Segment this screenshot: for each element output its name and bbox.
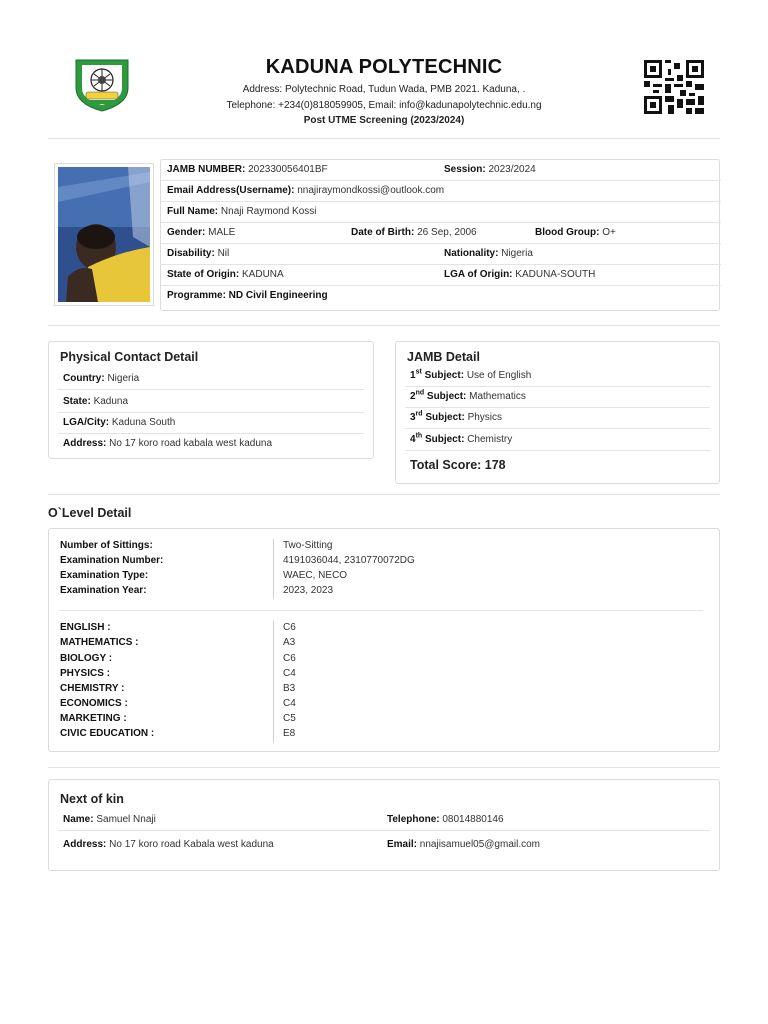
table-row xyxy=(58,434,364,455)
grade-subject: CIVIC EDUCATION : xyxy=(60,728,155,739)
column-separator xyxy=(273,539,274,599)
table-row xyxy=(58,810,710,831)
blood-group-value: O+ xyxy=(602,227,616,238)
column-separator xyxy=(273,621,274,743)
state-origin-label: State of Origin: xyxy=(167,269,240,280)
grade-value: C4 xyxy=(283,698,296,709)
exam-year-value: 2023, 2023 xyxy=(283,585,334,596)
kin-phone-label: Telephone: xyxy=(387,814,440,825)
olevel-detail-card xyxy=(48,528,720,752)
gender-label: Gender: xyxy=(167,227,206,238)
sittings-value: Two-Sitting xyxy=(283,540,333,551)
physical-contact-card xyxy=(48,341,374,459)
grade-value: C5 xyxy=(283,713,296,724)
kin-name-label: Name: xyxy=(63,814,94,825)
subject-ordinal-suffix: rd xyxy=(415,410,423,418)
lga-origin-value: KADUNA-SOUTH xyxy=(515,269,596,280)
subject-value: Mathematics xyxy=(469,391,526,402)
divider xyxy=(48,138,720,139)
grade-subject: ENGLISH : xyxy=(60,622,111,633)
nationality-label: Nationality: xyxy=(444,248,499,259)
divider xyxy=(48,494,720,495)
grade-value: C4 xyxy=(283,668,296,679)
state-origin-value: KADUNA xyxy=(242,269,284,280)
exam-year-label: Examination Year: xyxy=(60,585,147,596)
dob-label: Date of Birth: xyxy=(351,227,415,238)
email-label: Email Address(Username): xyxy=(167,185,295,196)
grade-subject: MARKETING : xyxy=(60,713,127,724)
grade-subject: ECONOMICS : xyxy=(60,698,128,709)
grade-subject: BIOLOGY : xyxy=(60,653,113,664)
bio-data-table xyxy=(160,159,720,311)
subject-label: Subject: xyxy=(424,434,465,445)
grade-subject: CHEMISTRY : xyxy=(60,683,125,694)
city-label: LGA/City: xyxy=(63,417,110,428)
table-row xyxy=(405,366,710,387)
card-title: Physical Contact Detail xyxy=(60,350,199,364)
divider xyxy=(59,610,703,611)
exam-type-value: WAEC, NECO xyxy=(283,570,348,581)
address-label: Address: xyxy=(63,438,107,449)
subject-ordinal: 3 xyxy=(410,412,416,423)
table-row xyxy=(58,392,364,413)
session-label: Session: xyxy=(444,164,486,175)
grade-value: C6 xyxy=(283,653,296,664)
grade-value: B3 xyxy=(283,683,296,694)
full-name-label: Full Name: xyxy=(167,206,219,217)
exam-number-value: 4191036044, 2310770072DG xyxy=(283,555,415,566)
country-label: Country: xyxy=(63,373,105,384)
subject-value: Physics xyxy=(467,412,503,423)
card-title: JAMB Detail xyxy=(407,350,480,364)
session-value: 2023/2024 xyxy=(488,164,536,175)
olevel-title: O`Level Detail xyxy=(48,506,132,520)
subject-label: Subject: xyxy=(425,412,465,423)
table-row xyxy=(58,835,710,856)
document-header xyxy=(48,50,720,130)
disability-value: Nil xyxy=(217,248,230,259)
institution-address: Address: Polytechnic Road, Tudun Wada, PMB 2021. Kaduna, . xyxy=(242,84,526,95)
table-row xyxy=(161,202,721,223)
lga-origin-label: LGA of Origin: xyxy=(444,269,513,280)
table-row xyxy=(161,244,721,265)
subject-ordinal: 4 xyxy=(410,434,416,445)
blood-group-label: Blood Group: xyxy=(535,227,600,238)
next-of-kin-card xyxy=(48,779,720,871)
dob-value: 26 Sep, 2006 xyxy=(417,227,477,238)
table-row xyxy=(161,286,721,307)
student-photo xyxy=(54,163,154,306)
programme-label: Programme: ND Civil Engineering xyxy=(167,290,328,301)
subject-ordinal-suffix: th xyxy=(415,432,423,440)
total-score: Total Score: 178 xyxy=(410,458,506,472)
email-value: nnajiraymondkossi@outlook.com xyxy=(297,185,445,196)
country-value: Nigeria xyxy=(107,373,140,384)
subject-ordinal: 2 xyxy=(410,391,416,402)
table-row xyxy=(58,369,364,390)
nationality-value: Nigeria xyxy=(501,248,533,259)
exam-type-label: Examination Type: xyxy=(60,570,149,581)
address-value: No 17 koro road kabala west kaduna xyxy=(109,438,273,449)
disability-label: Disability: xyxy=(167,248,215,259)
grade-value: E8 xyxy=(283,728,296,739)
jamb-number-value: 202330056401BF xyxy=(248,164,328,175)
subject-value: Chemistry xyxy=(467,434,513,445)
kin-address-label: Address: xyxy=(63,839,107,850)
jamb-number-label: JAMB NUMBER: xyxy=(167,164,246,175)
subject-ordinal-suffix: st xyxy=(415,368,422,376)
kin-email-value: nnajisamuel05@gmail.com xyxy=(419,839,541,850)
state-value: Kaduna xyxy=(93,396,129,407)
state-label: State: xyxy=(63,396,91,407)
jamb-detail-card xyxy=(395,341,720,484)
gender-value: MALE xyxy=(208,227,236,238)
sittings-label: Number of Sittings: xyxy=(60,540,153,551)
kin-name-value: Samuel Nnaji xyxy=(96,814,156,825)
card-title: Next of kin xyxy=(60,792,124,806)
kin-address-value: No 17 koro road Kabala west kaduna xyxy=(109,839,274,850)
table-row xyxy=(405,430,710,451)
subject-ordinal-suffix: nd xyxy=(415,389,425,397)
table-row xyxy=(161,181,721,202)
table-row xyxy=(58,413,364,434)
kin-email-label: Email: xyxy=(387,839,418,850)
grade-subject: MATHEMATICS : xyxy=(60,637,139,648)
grade-value: C6 xyxy=(283,622,296,633)
table-row xyxy=(405,408,710,429)
divider xyxy=(48,767,720,768)
subject-label: Subject: xyxy=(426,391,467,402)
divider xyxy=(48,325,720,326)
table-row xyxy=(405,387,710,408)
table-row xyxy=(161,265,721,286)
grade-value: A3 xyxy=(283,637,296,648)
exam-number-label: Examination Number: xyxy=(60,555,164,566)
table-row xyxy=(161,160,721,181)
full-name-value: Nnaji Raymond Kossi xyxy=(220,206,317,217)
grade-subject: PHYSICS : xyxy=(60,668,111,679)
qr-code-icon xyxy=(644,60,704,114)
subject-label: Subject: xyxy=(424,370,465,381)
subject-ordinal: 1 xyxy=(410,370,416,381)
kin-phone-value: 08014880146 xyxy=(442,814,504,825)
subject-value: Use of English xyxy=(466,370,532,381)
document-subtitle: Post UTME Screening (2023/2024) xyxy=(303,115,465,126)
city-value: Kaduna South xyxy=(111,417,176,428)
institution-contact: Telephone: +234(0)818059905, Email: info@kadunapolytechnic.edu.ng xyxy=(226,100,542,111)
institution-title: KADUNA POLYTECHNIC xyxy=(265,56,503,78)
table-row xyxy=(161,223,721,244)
